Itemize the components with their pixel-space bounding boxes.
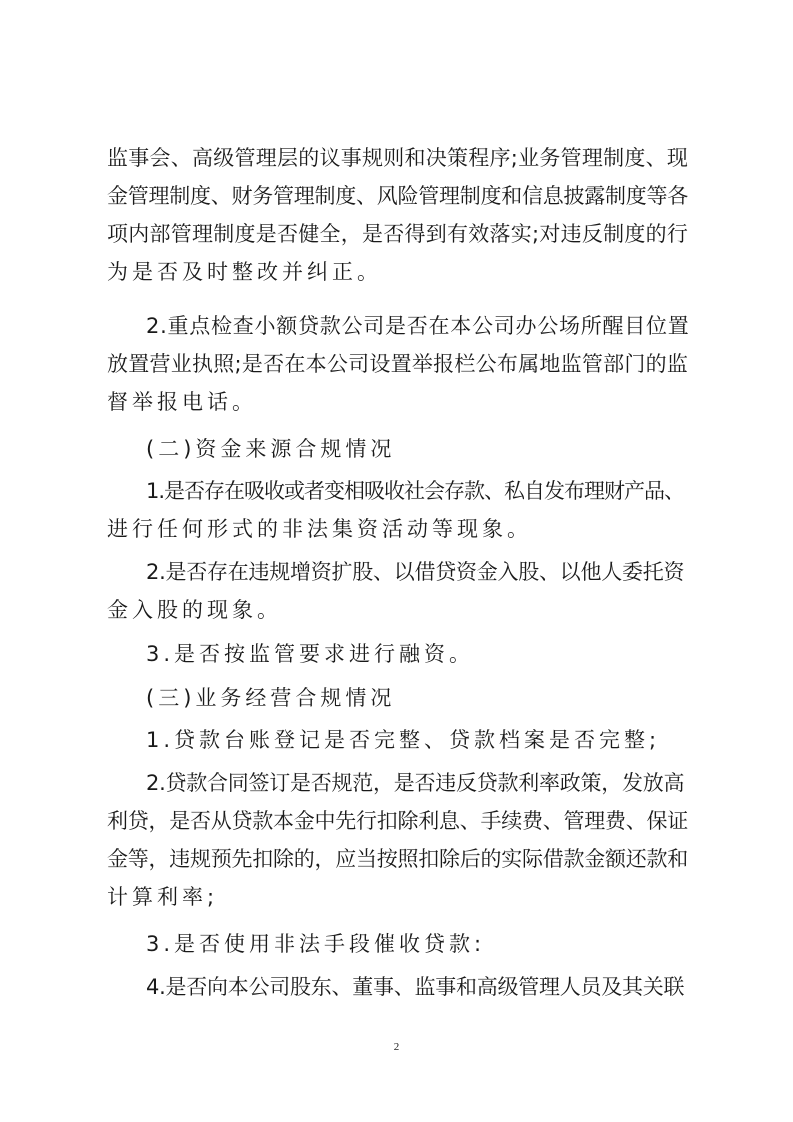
section-heading: (二)资金来源合规情况 — [146, 437, 396, 461]
text-line: 利贷，是否从贷款本金中先行扣除利息、手续费、管理费、保证 — [107, 809, 688, 833]
text-line: 2.是否存在违规增资扩股、以借贷资金入股、以他人委托资 — [146, 560, 685, 584]
text-line: 为是否及时整改并纠正。 — [107, 260, 382, 284]
text-line: 3.是否按监管要求进行融资。 — [146, 642, 475, 666]
text-line: 金等，违规预先扣除的，应当按照扣除后的实际借款金额还款和 — [107, 847, 688, 871]
section-heading: (三)业务经营合规情况 — [146, 686, 396, 710]
text-line: 进行任何形式的非法集资活动等现象。 — [107, 517, 532, 541]
text-line: 监事会、高级管理层的议事规则和决策程序;业务管理制度、现 — [107, 146, 689, 170]
page-number: 2 — [393, 1041, 400, 1053]
text-line: 2.重点检查小额贷款公司是否在本公司办公场所醒目位置 — [146, 314, 690, 338]
text-line: 项内部管理制度是否健全，是否得到有效落实;对违反制度的行 — [107, 222, 689, 246]
text-line: 1.贷款台账登记是否完整、贷款档案是否完整; — [146, 728, 661, 752]
text-line: 金管理制度、财务管理制度、风险管理制度和信息披露制度等各 — [107, 184, 688, 208]
text-line: 4.是否向本公司股东、董事、监事和高级管理人员及其关联 — [146, 975, 685, 999]
text-line: 督举报电话。 — [107, 390, 257, 414]
text-line: 3.是否使用非法手段催收贷款: — [146, 932, 486, 956]
text-line: 计算利率; — [107, 885, 219, 909]
text-line: 金入股的现象。 — [107, 598, 282, 622]
text-line: 2.贷款合同签订是否规范，是否违反贷款利率政策，发放高 — [146, 771, 685, 795]
text-line: 1.是否存在吸收或者变相吸收社会存款、私自发布理财产品、 — [146, 479, 685, 503]
text-line: 放置营业执照;是否在本公司设置举报栏公布属地监管部门的监 — [107, 352, 689, 376]
